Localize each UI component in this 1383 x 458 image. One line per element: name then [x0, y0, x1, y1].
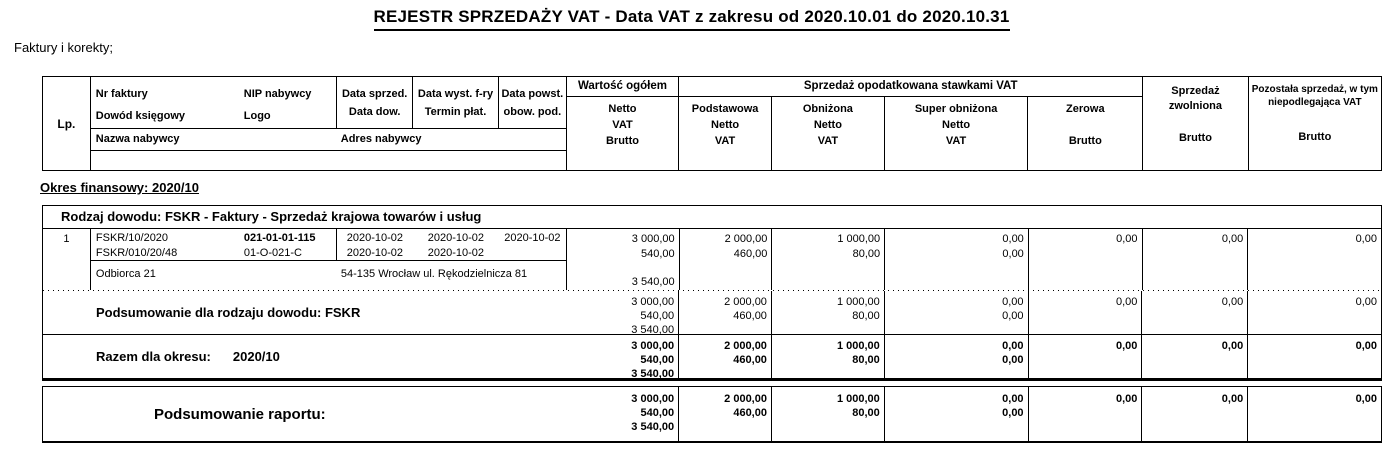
amount-line: 0,00: [1002, 233, 1024, 245]
amount-line: 460,00: [733, 248, 768, 260]
report-title-wrap: [0, 7, 1383, 31]
header-zwolniona-brutto: Brutto: [1178, 132, 1212, 144]
header-pozostala-2: niepodlegająca VAT: [1268, 97, 1362, 108]
header-nip-nabywcy: NIP nabywcy: [243, 88, 312, 100]
header-data-powst: Data powst.: [501, 88, 564, 100]
header-zerowa-col: [1028, 97, 1142, 170]
row-date-empty: [499, 246, 566, 261]
row-lp: 1: [43, 229, 91, 290]
header-vat-group-cols: [679, 97, 1142, 170]
amount-line: 0,00: [1221, 233, 1244, 245]
header-pozostala-1: Pozostała sprzedaż, w tym: [1251, 84, 1378, 95]
header-obnizona: Obniżona: [802, 103, 853, 115]
amount-line: 2 000,00: [724, 393, 767, 405]
row-nip-block: [244, 231, 316, 261]
raport-super-cell: [885, 387, 1029, 441]
header-obnizona-vat: VAT: [817, 135, 839, 147]
header-termin-plat: Termin płat.: [424, 106, 487, 118]
amount-line: 80,00: [852, 310, 880, 322]
header-wartosc-col: [567, 77, 679, 170]
razem-label: Razem dla okresu:: [96, 349, 211, 364]
amount-line: 0,00: [1221, 296, 1244, 308]
header-obnizona-netto: Netto: [813, 119, 842, 131]
report-summary-table: [42, 386, 1382, 443]
razem-period: 2020/10: [232, 349, 280, 364]
rodzaj-dowodu-row: Rodzaj dowodu: FSKR - Faktury - Sprzedaż krajowa towarów i usług: [43, 206, 1381, 229]
header-obnizona-col: [772, 97, 885, 170]
okres-finansowy: Okres finansowy: 2020/10: [40, 180, 199, 195]
row-wartosc-cell: [567, 229, 680, 290]
header-adres-nabywcy: Adres nabywcy: [340, 133, 422, 145]
row-dates-line2: [337, 246, 566, 261]
header-data-wyst-cell: [413, 77, 499, 128]
header-zerowa: Zerowa: [1066, 103, 1105, 115]
amount-line: 460,00: [733, 407, 767, 419]
header-invoice-cell: [91, 77, 337, 128]
amount-line: 460,00: [733, 354, 767, 366]
row-podstawowa-cell: [680, 229, 773, 290]
amount-line: 540,00: [640, 407, 675, 419]
report-summary-label: Podsumowanie raportu:: [154, 405, 326, 423]
header-podstawowa-vat: VAT: [714, 135, 736, 147]
header-zerowa-spacer: [1028, 117, 1142, 133]
row-dates-line1: [337, 231, 566, 246]
raport-wartosc-cell: [566, 387, 679, 441]
row-doc-cells: [91, 229, 566, 260]
header-pozostala-col: [1249, 77, 1381, 170]
amount-line: 3 540,00: [631, 276, 675, 288]
podsumowanie-fskr-row: [43, 291, 1381, 335]
podsumowanie-fskr-label: Podsumowanie dla rodzaju dowodu: FSKR: [96, 305, 361, 320]
row-zwolniona-cell: [1143, 229, 1249, 290]
row-data-powst: 2020-10-02: [504, 232, 561, 244]
header-vat-label: VAT: [612, 119, 633, 131]
fskr-zwolniona-cell: [1142, 291, 1248, 334]
header-buyer-row: [91, 129, 566, 151]
header-podstawowa-col: [679, 97, 772, 170]
header-empty-row: [91, 151, 566, 170]
raport-zerowa-cell: [1029, 387, 1143, 441]
amount-line: 540,00: [640, 248, 675, 260]
amount-line: 0,00: [1116, 233, 1138, 245]
main-table: [42, 205, 1382, 381]
header-wartosc-ogolem: Wartość ogółem: [567, 77, 678, 97]
amount-line: 0,00: [1115, 340, 1138, 352]
amount-line: 540,00: [640, 354, 675, 366]
header-super-obnizona-vat: VAT: [945, 135, 967, 147]
fskr-wartosc-cell: [566, 291, 679, 334]
amount-line: 0,00: [1002, 340, 1024, 352]
row-invoice-cell: [91, 229, 337, 260]
header-podstawowa: Podstawowa: [691, 103, 759, 115]
header-wartosc-sub: [567, 97, 678, 170]
amount-line: 3 540,00: [631, 324, 675, 336]
row-buyer-name: Odbiorca 21: [95, 268, 156, 280]
raport-pozostala-cell: [1248, 387, 1381, 441]
header-vat-group-title: Sprzedaż opodatkowana stawkami VAT: [679, 77, 1142, 97]
amount-line: 0,00: [1115, 296, 1138, 308]
header-netto-label: Netto: [608, 103, 637, 115]
header-pozostala-brutto: Brutto: [1298, 131, 1332, 143]
fskr-obnizona-cell: [772, 291, 885, 334]
row-termin-plat: 2020-10-02: [427, 247, 485, 259]
row-super-obnizona-cell: [885, 229, 1029, 290]
fskr-zerowa-cell: [1029, 291, 1143, 334]
table-row: [43, 229, 1381, 290]
razem-zwolniona-cell: [1142, 335, 1248, 378]
row-dates-cell: [337, 229, 566, 260]
amount-line: 1 000,00: [836, 393, 880, 405]
header-data-sprzed: Data sprzed.: [341, 88, 408, 100]
header-doc-row: [91, 77, 566, 129]
amount-line: 0,00: [1355, 393, 1377, 405]
row-data-dow: 2020-10-02: [346, 247, 404, 259]
report-title: REJESTR SPRZEDAŻY VAT - Data VAT z zakresu od 2020.10.01 do 2020.10.31: [374, 7, 1010, 31]
row-buyer-cell: [91, 260, 566, 290]
amount-line: 3 000,00: [631, 340, 675, 352]
row-zerowa-cell: [1029, 229, 1143, 290]
razem-pozostala-cell: [1248, 335, 1381, 378]
row-data-wyst: 2020-10-02: [427, 232, 485, 244]
report-subtitle: Faktury i korekty;: [14, 40, 113, 55]
amount-line: 0,00: [1002, 310, 1024, 322]
header-super-obnizona-col: [885, 97, 1029, 170]
row-left-block: [91, 229, 567, 290]
header-data-powst-cell: [499, 77, 566, 128]
amount-line: 0,00: [1355, 233, 1377, 245]
raport-obnizona-cell: [772, 387, 885, 441]
header-super-obnizona: Super obniżona: [914, 103, 998, 115]
header-podstawowa-netto: Netto: [711, 119, 740, 131]
header-data-sprzed-cell: [337, 77, 413, 128]
amount-line: 1 000,00: [837, 233, 881, 245]
razem-zerowa-cell: [1029, 335, 1143, 378]
amount-line: 2 000,00: [724, 233, 768, 245]
header-lp: Lp.: [43, 77, 91, 170]
header-zwolniona-1: Sprzedaż: [1171, 85, 1220, 97]
row-obnizona-cell: [772, 229, 885, 290]
amount-line: 0,00: [1221, 340, 1244, 352]
amount-line: 2 000,00: [724, 296, 767, 308]
amount-line: 0,00: [1002, 248, 1024, 260]
header-left-block: [91, 77, 567, 170]
amount-line: 3 000,00: [631, 296, 675, 308]
amount-line: 0,00: [1002, 354, 1024, 366]
header-brutto-label: Brutto: [605, 135, 639, 147]
header-nr-faktury: Nr faktury: [95, 88, 148, 100]
amount-line: 0,00: [1002, 407, 1024, 419]
row-buyer-address: 54-135 Wrocław ul. Rękodzielnicza 81: [340, 268, 528, 280]
amount-line: 0,00: [1002, 296, 1024, 308]
razem-obnizona-cell: [772, 335, 885, 378]
raport-zwolniona-cell: [1142, 387, 1248, 441]
amount-line: 460,00: [733, 310, 767, 322]
amount-line: 80,00: [852, 248, 881, 260]
row-nip: 021-01-01-115: [243, 232, 316, 244]
header-vat-group: [679, 77, 1143, 170]
amount-line: 80,00: [852, 354, 880, 366]
row-pozostala-cell: [1248, 229, 1381, 290]
header-data-wyst: Data wyst. f-ry: [417, 88, 494, 100]
header-obow-pod: obow. pod.: [503, 106, 562, 118]
row-doc1: FSKR/10/2020: [95, 232, 169, 244]
table-header: [42, 76, 1382, 171]
amount-line: 3 000,00: [631, 233, 675, 245]
amount-line: 1 000,00: [836, 296, 880, 308]
amount-line: 540,00: [640, 310, 675, 322]
razem-super-cell: [885, 335, 1029, 378]
row-doc2: FSKR/010/20/48: [95, 247, 178, 259]
razem-wartosc-cell: [566, 335, 679, 378]
raport-podstawowa-cell: [679, 387, 772, 441]
razem-podstawowa-cell: [679, 335, 772, 378]
header-nazwa-nabywcy: Nazwa nabywcy: [95, 133, 180, 145]
amount-line: 0,00: [1355, 296, 1378, 308]
amount-line: 80,00: [852, 407, 880, 419]
header-zwolniona-col: [1143, 77, 1248, 170]
header-logo: Logo: [243, 110, 271, 122]
fskr-podstawowa-cell: [679, 291, 772, 334]
row-data-sprzed: 2020-10-02: [346, 232, 404, 244]
amount-line: 3 540,00: [631, 368, 675, 380]
amount-line: 0,00: [1115, 393, 1138, 405]
header-data-dow: Data dow.: [348, 106, 401, 118]
amount-line: 0,00: [1002, 393, 1024, 405]
amount-line: 3 000,00: [631, 393, 675, 405]
fskr-super-cell: [885, 291, 1029, 334]
row-logo: 01-O-021-C: [243, 247, 302, 259]
header-zwolniona-2: zwolniona: [1168, 100, 1223, 112]
razem-row: [43, 335, 1381, 378]
header-zerowa-brutto: Brutto: [1068, 135, 1102, 147]
amount-line: 0,00: [1221, 393, 1244, 405]
amount-line: 0,00: [1355, 340, 1378, 352]
fskr-pozostala-cell: [1248, 291, 1381, 334]
header-super-obnizona-netto: Netto: [942, 119, 971, 131]
header-nip-block: [244, 83, 312, 127]
header-dowod-ksiegowy: Dowód księgowy: [95, 110, 186, 122]
amount-line: 3 540,00: [631, 421, 675, 433]
amount-line: 2 000,00: [724, 340, 767, 352]
razem-label-cell: [43, 335, 566, 378]
amount-line: 1 000,00: [836, 340, 880, 352]
